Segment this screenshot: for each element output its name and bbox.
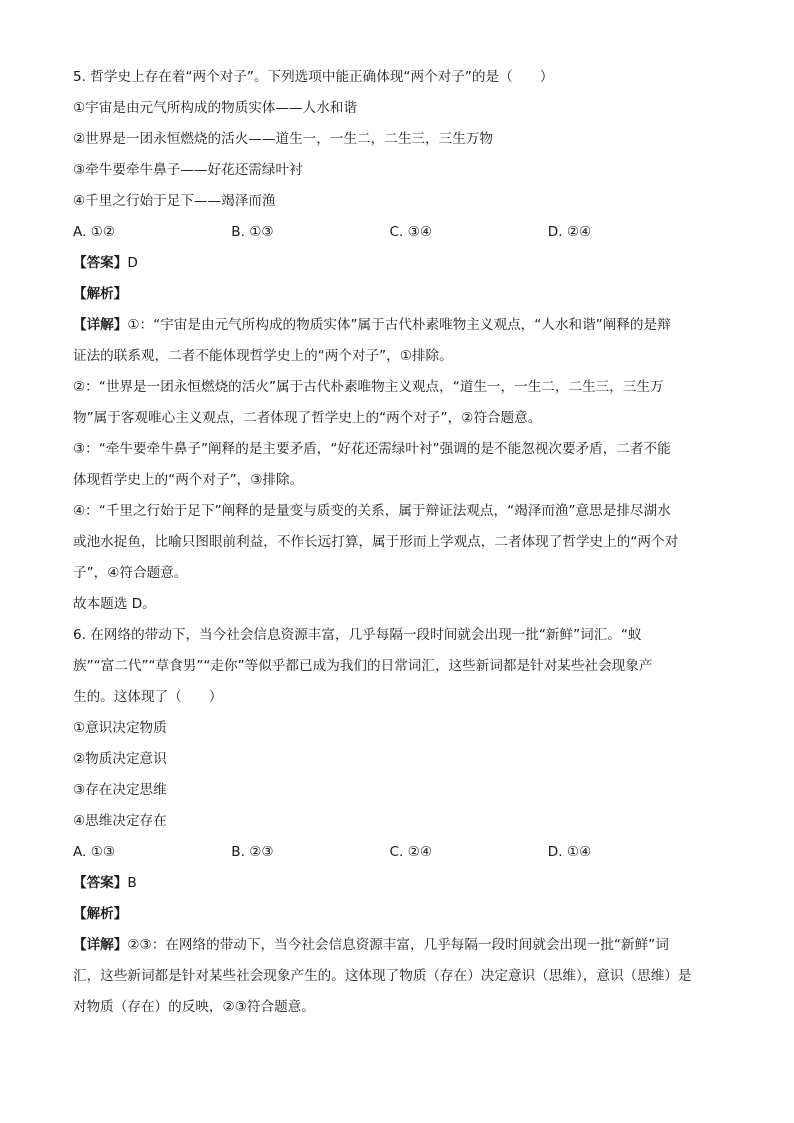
q5-option-c: C. ③④ <box>389 224 433 240</box>
q5-analysis <box>73 279 706 310</box>
q6-stem-line-2: 族”“富二代”“草食男”“走你”等似乎都已成为我们的日常词汇，这些新词都是针对某些社会现象产 <box>73 658 653 674</box>
q5-options <box>73 217 706 248</box>
q5-analysis-tag: 【解析】 <box>73 286 128 302</box>
q6-answer-tag: 【答案】 <box>73 875 128 891</box>
q5-detail-line-6: 体现哲学史上的“两个对子”，③排除。 <box>73 472 304 488</box>
q5-detail-line-8: 或池水捉鱼，比喻只图眼前利益，不作长远打算，属于形而上学观点，二者体现了哲学史上的“两个对 <box>73 534 679 550</box>
q6-option-c: C. ②④ <box>389 844 433 860</box>
q6-analysis-tag: 【解析】 <box>73 906 128 922</box>
q5-answer-value: D <box>127 255 138 271</box>
q6-option-a: A. ①③ <box>73 844 116 860</box>
q5-option-d: D. ②④ <box>547 224 592 240</box>
q5-answer <box>73 248 706 279</box>
q5-detail-line-4: 物”属于客观唯心主义观点，二者体现了哲学史上的“两个对子”，②符合题意。 <box>73 410 542 426</box>
q6-answer-value: B <box>127 875 137 891</box>
q5-item-2: ②世界是一团永恒燃烧的活火——道生一，一生二，二生三，三生万物 <box>73 131 493 147</box>
q5-option-a: A. ①② <box>73 224 116 240</box>
q5-option-b: B. ①③ <box>231 224 274 240</box>
q5-conclusion: 故本题选 D。 <box>73 596 156 612</box>
q6-detail-line-2: 汇，这些新词都是针对某些社会现象产生的。这体现了物质（存在）决定意识（思维），意识（思维）是 <box>73 968 692 984</box>
q6-detail-line-3: 对物质（存在）的反映，②③符合题意。 <box>73 999 315 1015</box>
q5-detail-text-1: ①：“宇宙是由元气所构成的物质实体”属于古代朴素唯物主义观点，“人水和谐”阐释的是辩 <box>127 317 671 333</box>
q6-option-d: D. ①④ <box>547 844 592 860</box>
q6-item-1: ①意识决定物质 <box>73 720 167 736</box>
q6-detail-tag: 【详解】 <box>73 937 128 953</box>
q5-detail-line-5: ③：“牵牛要牵牛鼻子”阐释的是主要矛盾，“好花还需绿叶衬”强调的是不能忽视次要矛盾，二者不能 <box>73 441 671 457</box>
q6-stem-line-3: 生的。这体现了（ ） <box>73 689 223 705</box>
q6-item-3: ③存在决定思维 <box>73 782 167 798</box>
q5-detail-line-2: 证法的联系观，二者不能体现哲学史上的“两个对子”，①排除。 <box>73 348 453 364</box>
q6-item-2: ②物质决定意识 <box>73 751 167 767</box>
q5-item-4: ④千里之行始于足下——竭泽而渔 <box>73 193 276 209</box>
q5-detail-tag: 【详解】 <box>73 317 128 333</box>
q6-item-4: ④思维决定存在 <box>73 813 167 829</box>
q5-detail-line-9: 子”，④符合题意。 <box>73 565 188 581</box>
q5-detail-line-7: ④：“千里之行始于足下”阐释的是量变与质变的关系，属于辩证法观点，“竭泽而渔”意思是排尽湖水 <box>73 503 671 519</box>
q5-detail-line-1 <box>73 310 706 341</box>
q6-option-b: B. ②③ <box>231 844 274 860</box>
q5-stem: 5. 哲学史上存在着“两个对子”。下列选项中能正确体现“两个对子”的是（ ） <box>73 69 554 85</box>
q5-answer-tag: 【答案】 <box>73 255 128 271</box>
q6-detail-text-1: ②③：在网络的带动下，当今社会信息资源丰富，几乎每隔一段时间就会出现一批“新鲜”词 <box>127 937 669 953</box>
q6-detail-line-1 <box>73 930 706 961</box>
q5-detail-line-3: ②：“世界是一团永恒燃烧的活火”属于古代朴素唯物主义观点，“道生一，一生二，二生三，三生万 <box>73 379 664 395</box>
q6-answer <box>73 868 706 899</box>
q6-stem-line-1: 6. 在网络的带动下，当今社会信息资源丰富，几乎每隔一段时间就会出现一批“新鲜”词汇。“蚁 <box>73 627 642 643</box>
q5-item-3: ③牵牛要牵牛鼻子——好花还需绿叶衬 <box>73 162 303 178</box>
q6-options <box>73 837 706 868</box>
q5-item-1: ①宇宙是由元气所构成的物质实体——人水和谐 <box>73 100 358 116</box>
q6-analysis <box>73 899 706 930</box>
